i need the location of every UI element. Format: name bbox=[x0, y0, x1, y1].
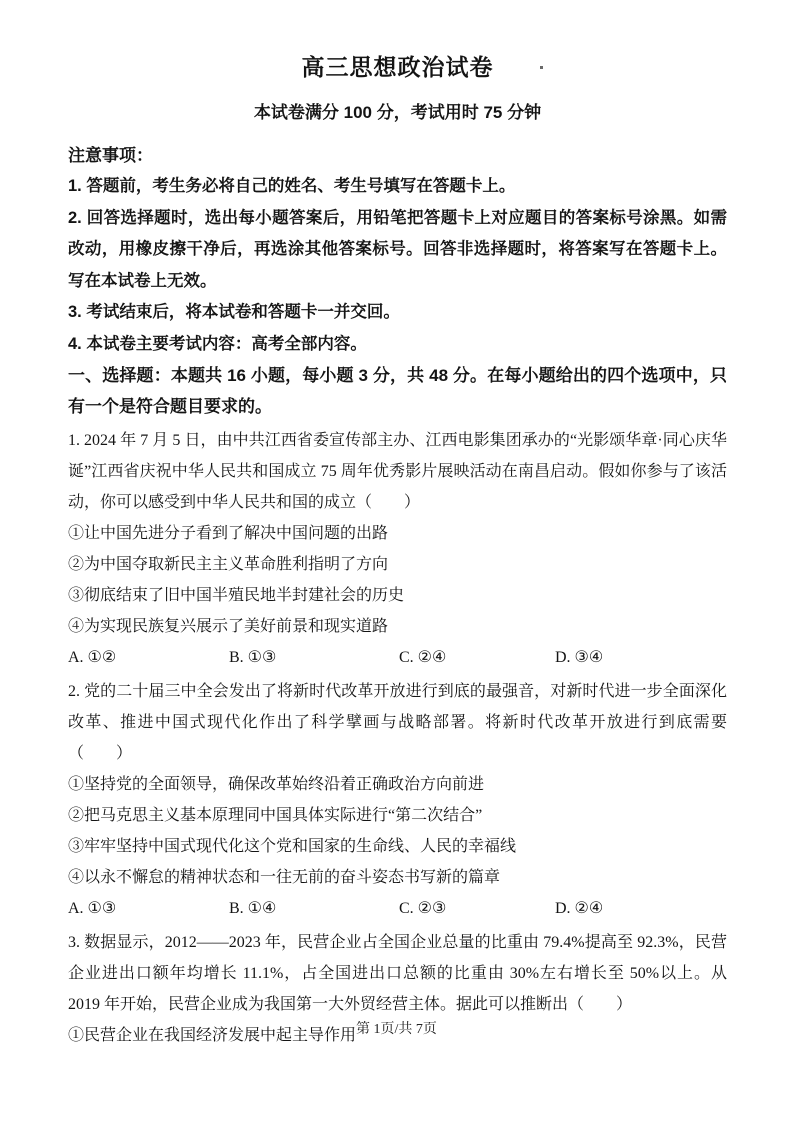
question-1 bbox=[68, 425, 727, 673]
question-1-choice-d: D. ③④ bbox=[555, 649, 604, 666]
question-1-choice-a: A. ①② bbox=[68, 649, 117, 666]
question-1-choice-c: C. ②④ bbox=[399, 649, 447, 666]
section-heading: 一、选择题：本题共 16 小题，每小题 3 分，共 48 分。在每小题给出的四个选项中，只有一个是符合题目要求的。 bbox=[68, 366, 727, 416]
question-1-statement-2: ②为中国夺取新民主主义革命胜利指明了方向 bbox=[68, 556, 389, 573]
exam-info-line: 本试卷满分 100 分，考试用时 75 分钟 bbox=[253, 103, 542, 122]
question-3-statement-1: ①民营企业在我国经济发展中起主导作用 bbox=[68, 1027, 357, 1044]
question-2-stem: 2. 党的二十届三中全会发出了将新时代改革开放进行到底的最强音，对新时代进一步全面深化改革、推进中国式现代化作出了科学擘画与战略部署。将新时代改革开放进行到底需要（ ） bbox=[68, 683, 727, 762]
question-1-statement-1: ①让中国先进分子看到了解决中国问题的出路 bbox=[68, 525, 389, 542]
notice-item-4: 4. 本试卷主要考试内容：高考全部内容。 bbox=[68, 334, 367, 353]
question-2-statement-3: ③牢牢坚持中国式现代化这个党和国家的生命线、人民的幸福线 bbox=[68, 838, 517, 855]
question-2-statement-2: ②把马克思主义基本原理同中国具体实际进行“第二次结合” bbox=[68, 807, 483, 824]
question-1-stem: 1. 2024 年 7 月 5 日，由中共江西省委宣传部主办、江西电影集团承办的“光影颂华章·同心庆华诞”江西省庆祝中华人民共和国成立 75 周年优秀影片展映活动在南昌启动。假如你参与了该活动，你可以感受到中华人民共和国的成立（ ） bbox=[68, 432, 727, 511]
question-2-choice-a: A. ①③ bbox=[68, 900, 117, 917]
question-2-choice-d: D. ②④ bbox=[555, 900, 604, 917]
question-2-statement-4: ④以永不懈怠的精神状态和一往无前的奋斗姿态书写新的篇章 bbox=[68, 869, 501, 886]
question-1-statement-3: ③彻底结束了旧中国半殖民地半封建社会的历史 bbox=[68, 587, 405, 604]
question-2 bbox=[68, 676, 727, 924]
question-2-choices bbox=[68, 893, 727, 924]
page-number: 第 1页/共 7页 bbox=[356, 1022, 437, 1037]
question-2-statement-1: ①坚持党的全面领导，确保改革始终沿着正确政治方向前进 bbox=[68, 776, 485, 793]
question-3-stem: 3. 数据显示，2012——2023 年，民营企业占全国企业总量的比重由 79.4%提高至 92.3%，民营企业进出口额年均增长 11.1%，占全国进出口总额的比重由 30%左右增长至 50%以上。从 2019 年开始，民营企业成为我国第一大外贸经营主体。据此可以推断出（ ） bbox=[68, 934, 727, 1013]
question-2-choice-b: B. ①④ bbox=[229, 900, 277, 917]
notice-item-3: 3. 考试结束后，将本试卷和答题卡一并交回。 bbox=[68, 303, 400, 321]
question-1-statement-4: ④为实现民族复兴展示了美好前景和现实道路 bbox=[68, 618, 389, 635]
page-title: 高三思想政治试卷 bbox=[301, 54, 494, 80]
notice-item-2: 2. 回答选择题时，选出每小题答案后，用铅笔把答题卡上对应题目的答案标号涂黑。如需改动，用橡皮擦干净后，再选涂其他答案标号。回答非选择题时，将答案写在答题卡上。写在本试卷上无效。 bbox=[68, 208, 727, 290]
question-2-choice-c: C. ②③ bbox=[399, 900, 447, 917]
notice-item-1: 1. 答题前，考生务必将自己的姓名、考生号填写在答题卡上。 bbox=[68, 177, 516, 195]
question-1-choices bbox=[68, 642, 727, 673]
scan-speck bbox=[540, 66, 543, 69]
question-1-choice-b: B. ①③ bbox=[229, 649, 277, 666]
notice-heading: 注意事项： bbox=[68, 146, 153, 165]
